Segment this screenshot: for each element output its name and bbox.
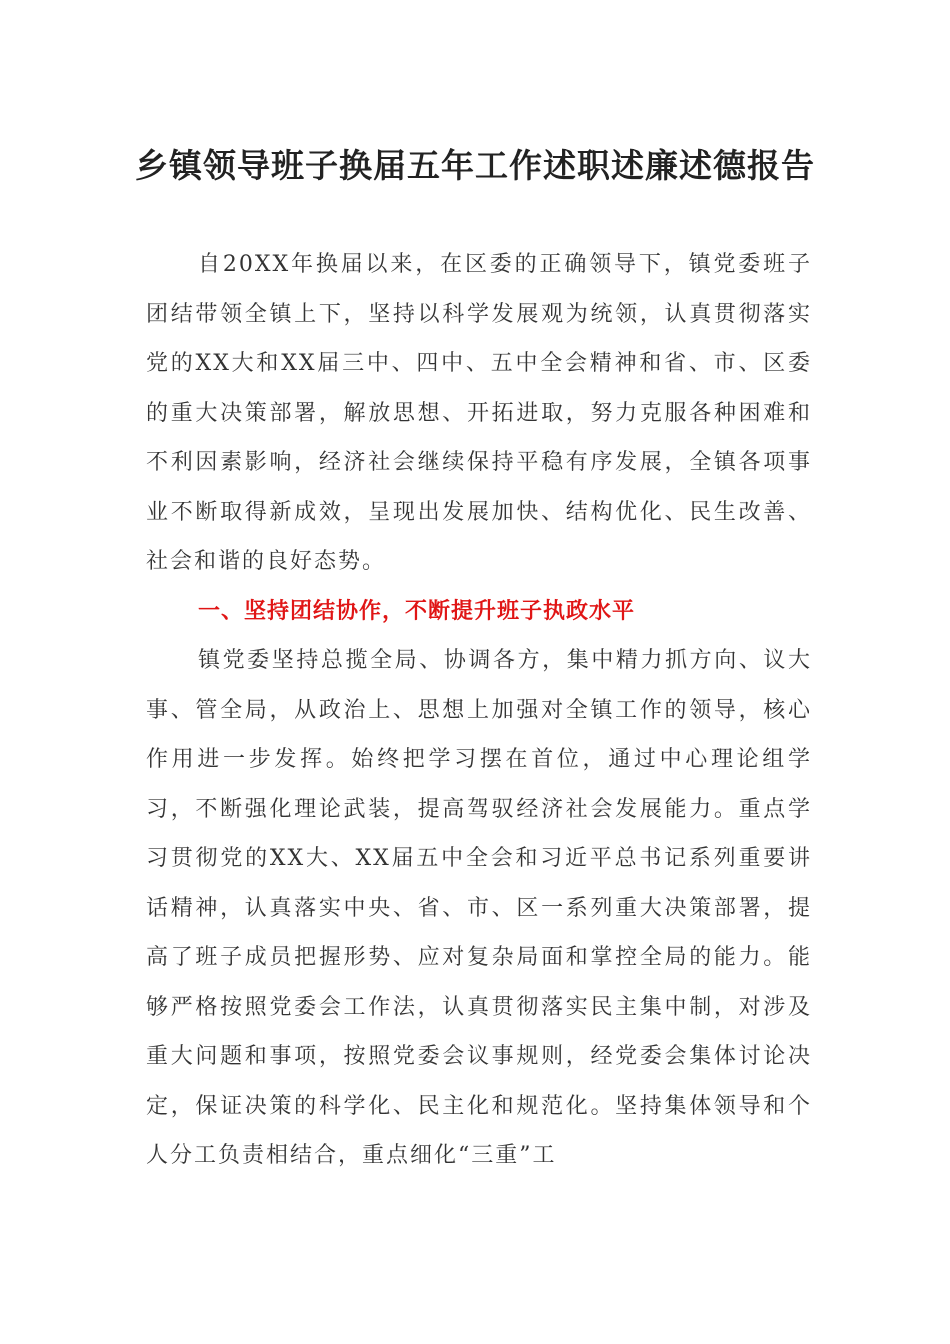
section-1-paragraph: 镇党委坚持总揽全局、协调各方，集中精力抓方向、议大事、管全局，从政治上、思想上加强对全镇工作的领导，核心作用进一步发挥。始终把学习摆在首位，通过中心理论组学习，不断强化理论武装，提高驾驭经济社会发展能力。重点学习贯彻党的XX大、XX届五中全会和习近平总书记系列重要讲话精神，认真落实中央、省、市、区一系列重大决策部署，提高了班子成员把握形势、应对复杂局面和掌控全局的能力。能够严格按照党委会工作法，认真贯彻落实民主集中制，对涉及重大问题和事项，按照党委会议事规则，经党委会集体讨论决定，保证决策的科学化、民主化和规范化。坚持集体领导和个人分工负责相结合，重点细化“三重”工 (146, 648, 812, 1168)
document-body (146, 240, 812, 1181)
section-heading-1: 一、坚持团结协作，不断提升班子执政水平 (198, 598, 636, 624)
document-title: 乡镇领导班子换届五年工作述职述廉述德报告 (135, 146, 815, 185)
intro-paragraph: 自20XX年换届以来，在区委的正确领导下，镇党委班子团结带领全镇上下，坚持以科学发展观为统领，认真贯彻落实党的XX大和XX届三中、四中、五中全会精神和省、市、区委的重大决策部署，解放思想、开拓进取，努力克服各种困难和不利因素影响，经济社会继续保持平稳有序发展，全镇各项事业不断取得新成效，呈现出发展加快、结构优化、民生改善、社会和谐的良好态势。 (146, 252, 812, 574)
